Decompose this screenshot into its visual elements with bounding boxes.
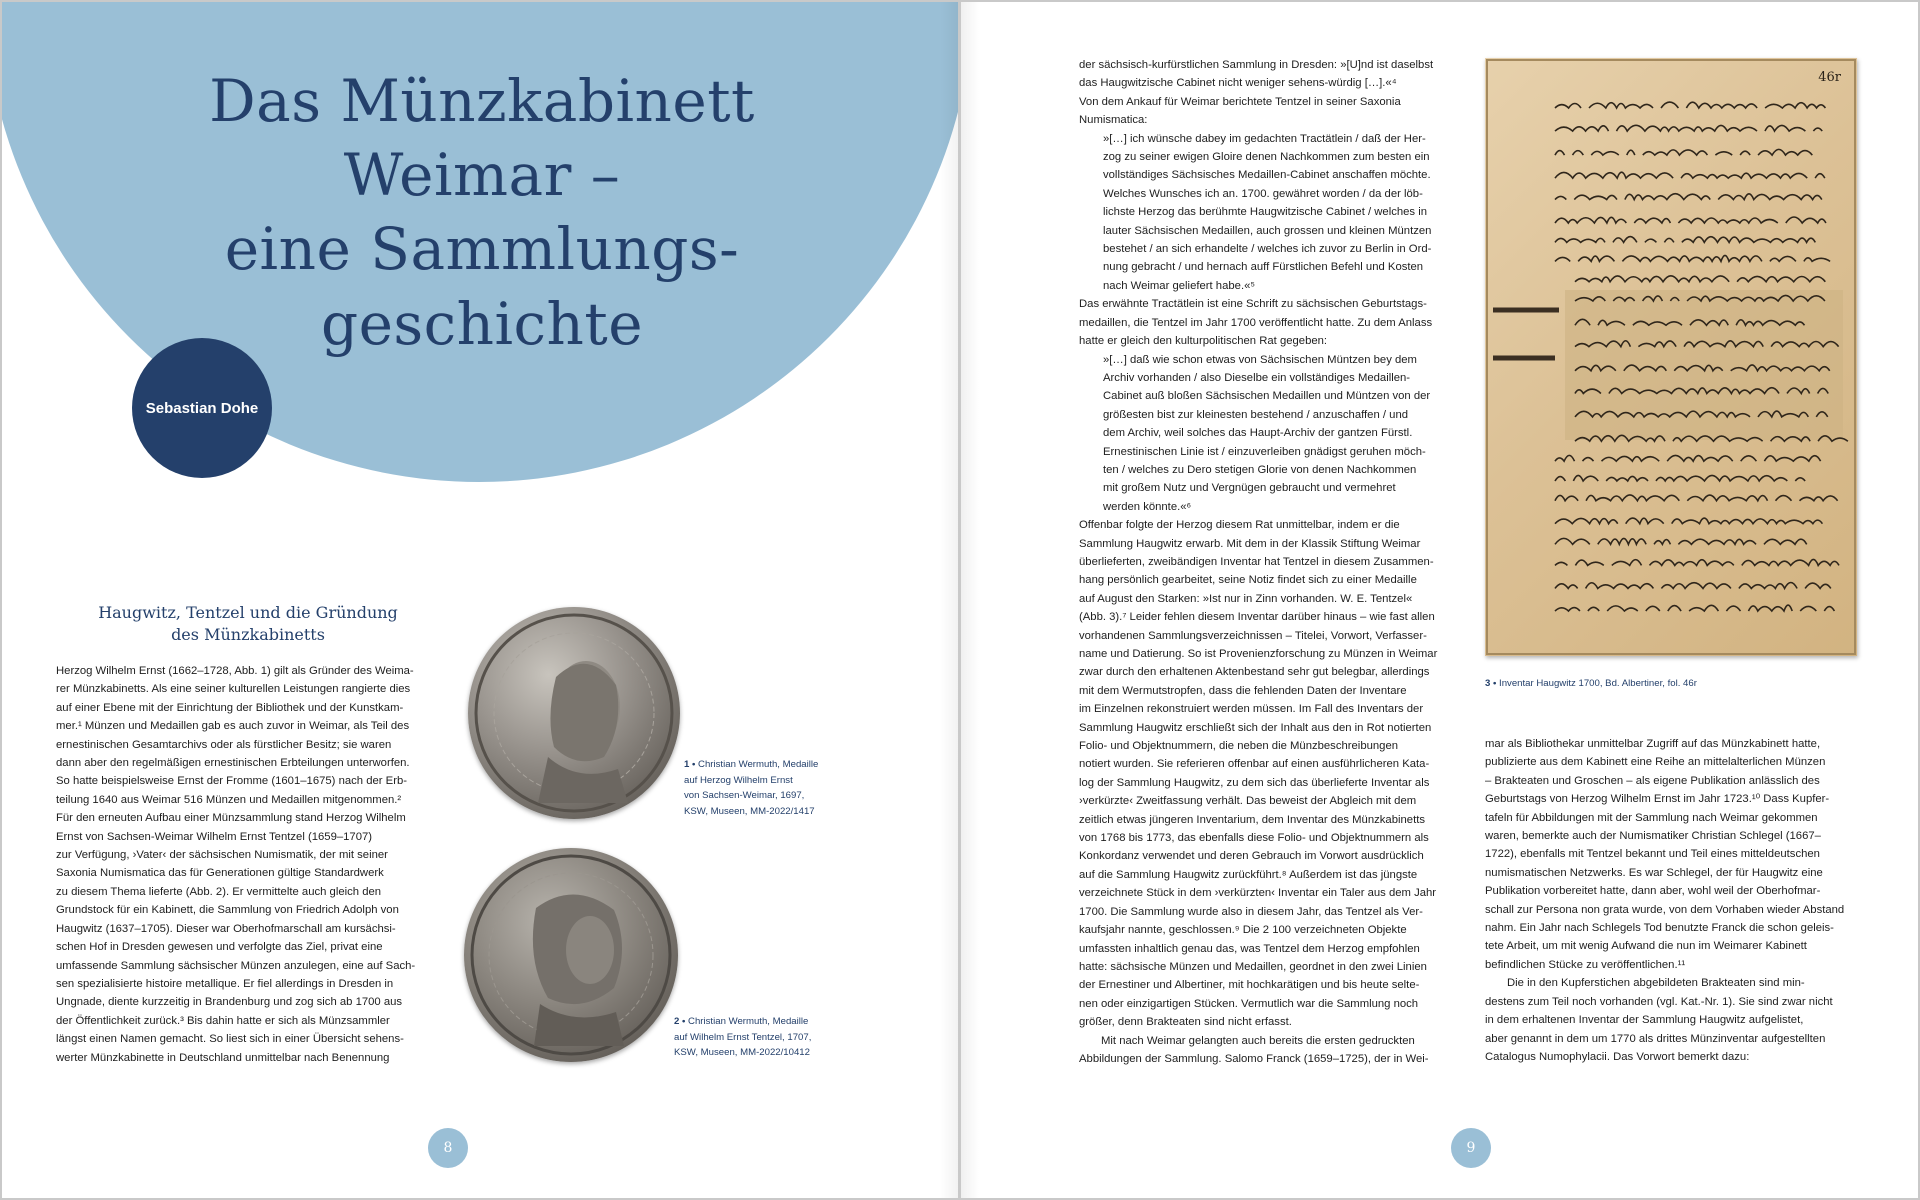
caption-number: 3 • — [1485, 678, 1497, 689]
text-line: das Haugwitzische Cabinet nicht weniger sehens-würdig […].«⁴ — [1079, 77, 1397, 90]
text-line: medaillen, die Tentzel im Jahr 1700 veröffentlicht hatte. Zu dem Anlass — [1079, 316, 1433, 329]
text-line: Numismatica: — [1079, 114, 1148, 127]
text-line: lauter Sächsischen Medaillen, auch grossen und kleinen Müntzen — [1103, 224, 1432, 237]
handwriting-stroke — [1555, 255, 1838, 261]
text-line: Ungnade, diente kurzzeitig in Brandenburg und zog sich ab 1700 aus — [56, 996, 403, 1009]
text-line: auf August den Starken: »Ist nur in Zinn vorhanden. W. E. Tentzel« — [1079, 592, 1413, 605]
text-line: log der Sammlung Haugwitz, zu dem sich das überlieferte Inventar als — [1079, 776, 1430, 789]
text-line: nen oder einzigartigen Stücken. Vermutlich war die Sammlung noch — [1079, 997, 1419, 1010]
caption-number: 1 • — [684, 759, 696, 770]
handwriting-stroke — [1555, 495, 1838, 501]
text-line: Grundstock für ein Kabinett, die Sammlung von Friedrich Adolph von — [56, 904, 399, 917]
section-heading-line: Haugwitz, Tentzel und die Gründung — [98, 603, 398, 622]
chapter-title — [132, 64, 832, 361]
text-line: Welches Wunsches ich an. 1700. gewähret worden / da der löb- — [1103, 187, 1423, 200]
text-line: lichste Herzog das berühmte Haugwitzische Cabinet / welches in — [1103, 206, 1428, 219]
caption-figure-2: 2 • Christian Wermuth, Medaille auf Wilhelm Ernst Tentzel, 1707, KSW, Museen, MM-2022/10412 — [674, 1016, 812, 1058]
text-line: auf die Sammlung Haugwitz zurückführt.⁸ Außerdem ist das jüngste — [1079, 868, 1418, 881]
text-line: größer, denn Brakteaten sind nicht erfasst. — [1079, 1016, 1292, 1029]
right-column-2-text — [1485, 735, 1875, 1066]
text-line: schen Hof in Dresden gewesen und verfolgte das Ziel, privat eine — [56, 941, 383, 954]
author-name: Sebastian Dohe — [145, 399, 259, 417]
handwriting-stroke — [1555, 605, 1842, 611]
text-line: zur Verfügung, ›Vater‹ der sächsischen Numismatik, der mit seiner — [56, 849, 388, 862]
text-line: Saxonia Numismatica das für Generationen gültige Standardwerk — [56, 867, 384, 880]
text-line: nach Weimar geliefert habe.«⁵ — [1103, 279, 1256, 292]
text-line: der Öffentlichkeit zurück.³ Bis dahin hatte er sich als Münzsammler — [56, 1014, 390, 1027]
text-line: dem Archiv, weil solches das Haupt-Archiv der gantzen Fürstl. — [1103, 427, 1413, 440]
text-line: vorhandenen Sammlungsverzeichnissen – Titelei, Vorwort, Verfasser- — [1079, 629, 1427, 642]
section-heading-line: des Münzkabinetts — [171, 625, 325, 644]
handwriting-stroke — [1555, 582, 1831, 588]
text-line: längst einen Namen gemacht. So liest sich in einer Übersicht sehens- — [56, 1033, 404, 1046]
text-line: zeitlich etwas jüngeren Inventarium, dem Inventar des Münzkabinetts — [1079, 813, 1425, 826]
text-line: waren, bemerkte auch der Numismatiker Christian Schlegel (1667– — [1485, 830, 1821, 843]
text-line: (Abb. 3).⁷ Leider fehlen diesem Inventar darüber hinaus – wie fast allen — [1079, 611, 1435, 624]
manuscript-folio-number: 46r — [1818, 70, 1841, 85]
text-line: vollständiges Sächsisches Medaillen-Cabinet anschaffen möchte. — [1103, 169, 1431, 182]
text-line: verzeichnete Stück in dem ›verkürzten‹ Inventar ein Taler aus dem Jahr — [1079, 887, 1437, 900]
text-line: numismatischen Netzwerks. Es war Schlegel, der für Haugwitz eine — [1485, 866, 1823, 879]
handwriting-stroke — [1555, 518, 1822, 524]
text-line: name und Datierung. So ist Provenienzforschung zu Münzen in Weimar — [1079, 648, 1438, 660]
text-line: hatte: sächsische Münzen und Medaillen, geordnet in den zwei Linien — [1079, 960, 1427, 973]
caption-figure-1: 1 • Christian Wermuth, Medaille auf Herzog Wilhelm Ernst von Sachsen-Weimar, 1697, KSW, Museen, MM-2022/1417 — [684, 759, 819, 817]
title-line: Das Münzkabinett — [209, 67, 755, 135]
text-line: nahm. Ein Jahr nach Schlegels Tod benutzte Franck die schon geleis- — [1485, 922, 1834, 935]
title-line: Weimar – — [343, 141, 621, 210]
handwriting-stroke — [1555, 475, 1805, 481]
text-line: Sammlung Haugwitz erwarb. Mit dem in der Klassik Stiftung Weimar — [1079, 537, 1421, 550]
text-line: von 1768 bis 1773, das ebenfalls diese Folio- und Objektnummern als — [1079, 832, 1429, 845]
text-line: Für den erneuten Aufbau einer Münzsammlung stand Herzog Wilhelm — [56, 812, 406, 825]
handwriting-stroke — [1555, 559, 1847, 565]
text-line: in dem erhaltenen Inventar der Sammlung Haugwitz aufgelistet, — [1485, 1014, 1804, 1027]
manuscript-image-inventar-haugwitz — [1485, 58, 1857, 656]
coin-image-tentzel — [464, 848, 678, 1062]
handwriting-stroke — [1555, 149, 1812, 155]
text-line: mit dem Wermutstropfen, dass die fehlenden Daten der Inventare — [1079, 684, 1407, 697]
text-line: schall zur Persona non grata wurde, von dem Vorhaben wieder Abstand — [1485, 903, 1845, 916]
caption-number: 2 • — [674, 1016, 686, 1027]
text-line: Publikation vorbereitet hatte, dann aber, wohl weil der Oberhofmar- — [1485, 885, 1821, 898]
text-line: »[…] ich wünsche dabey im gedachten Tractätlein / daß der Her- — [1103, 132, 1426, 145]
text-line: Cabinet auß bloßen Sächsischen Medaillen und Müntzen von der — [1103, 390, 1431, 403]
text-line: »[…] daß wie schon etwas von Sächsischen Müntzen bey dem — [1103, 353, 1417, 366]
text-line: tafeln für Abbildungen mit der Sammlung nach Weimar gekommen — [1485, 811, 1818, 824]
text-line: werden könnte.«⁶ — [1103, 500, 1192, 513]
text-line: Offenbar folgte der Herzog diesem Rat unmittelbar, indem er die — [1079, 519, 1400, 532]
caption-figure-3: 3 • Inventar Haugwitz 1700, Bd. Albertiner, fol. 46r — [1485, 678, 1697, 689]
author-badge — [132, 338, 272, 478]
handwriting-stroke — [1555, 194, 1822, 200]
text-line: Von dem Ankauf für Weimar berichtete Tentzel in seiner Saxonia — [1079, 95, 1401, 108]
text-line: – Brakteaten und Groschen – als eigene Publikation anlässlich des — [1485, 774, 1820, 787]
text-line: der sächsisch-kurfürstlichen Sammlung in Dresden: »[U]nd ist daselbst — [1079, 59, 1434, 71]
text-line: Konkordanz verwendet und deren Gebrauch im Vorwort ausdrücklich — [1079, 850, 1424, 863]
text-line: aber genannt in dem um 1770 als drittes Münzinventar aufgestellten — [1485, 1032, 1826, 1045]
handwriting-stroke — [1555, 125, 1822, 131]
handwriting-stroke — [1555, 538, 1807, 544]
handwriting-stroke — [1555, 102, 1825, 108]
left-page — [2, 2, 958, 1198]
text-line: kaufsjahr nannte, geschlossen.⁹ Die 2 100 verzeichneten Objekte — [1079, 924, 1407, 937]
gutter-shadow — [961, 2, 979, 1198]
handwriting-stroke — [1555, 455, 1821, 461]
text-line: Geburtstags von Herzog Wilhelm Ernst im Jahr 1723.¹⁰ Dass Kupfer- — [1485, 793, 1830, 806]
text-line: überlieferten, zweibändigen Inventar hat Tentzel in diesem Zusammen- — [1079, 555, 1434, 568]
text-line: Ernst von Sachsen-Weimar Wilhelm Ernst Tentzel (1659–1707) — [56, 830, 373, 843]
text-line: Herzog Wilhelm Ernst (1662–1728, Abb. 1) gilt als Gründer des Weima- — [56, 665, 414, 677]
text-line: zwar durch den erhaltenen Aktenbestand sehr gut belegbar, allerdings — [1079, 666, 1430, 679]
text-line: bestehet / an sich erhandelte / welches ich zuvor zu Berlin in Ord- — [1103, 243, 1432, 256]
text-line: Ernestinischen Linie ist / einzuverleiben gnädigst geruhen möch- — [1103, 445, 1426, 458]
gutter-shadow — [940, 2, 958, 1198]
text-line: auf einer Ebene mit der Einrichtung der Bibliothek und der Kunstkam- — [56, 701, 404, 714]
text-line: dann aber den regelmäßigen ernestinischen Erbteilungen unterworfen. — [56, 757, 410, 770]
text-line: Haugwitz (1637–1705). Dieser war Oberhofmarschall am kursächsi- — [56, 922, 396, 935]
coin-image-wilhelm-ernst — [468, 607, 680, 819]
text-line: Mit nach Weimar gelangten auch bereits die ersten gedruckten — [1101, 1034, 1415, 1047]
text-line: nung gebracht / und hernach auff Fürstlichen Befehl und Kosten — [1103, 261, 1424, 274]
text-line: 1722), ebenfalls mit Tentzel bekannt und Teil eines mitteldeutschen — [1485, 848, 1820, 861]
text-line: befindlichen Stücke zu veröffentlichen.¹¹ — [1485, 958, 1686, 971]
title-line: eine Sammlungs- — [224, 215, 740, 284]
text-line: Sammlung Haugwitz erschließt sich der Inhalt aus den in Rot notierten — [1079, 721, 1432, 734]
text-line: Abbildungen der Sammlung. Salomo Franck (1659–1725), der in Wei- — [1079, 1052, 1429, 1065]
page-number-left: 8 — [428, 1128, 468, 1168]
text-line: tete Arbeit, um mit wenig Aufwand die nun im Weimarer Kabinett — [1485, 940, 1807, 953]
text-line: Die in den Kupferstichen abgebildeten Brakteaten sind min- — [1507, 977, 1805, 990]
text-line: Das erwähnte Tractätlein ist eine Schrift zu sächsischen Geburtstags- — [1079, 298, 1427, 311]
text-line: hang persönlich gearbeitet, seine Notiz findet sich zu einer Medaille — [1079, 574, 1417, 587]
text-line: umfassten inhaltlich genau das, was Tentzel dem Herzog empfohlen — [1079, 942, 1420, 955]
text-line: ›verkürzte‹ Zweitfassung verhält. Das beweist der Abgleich mit dem — [1079, 795, 1417, 808]
text-line: ten / welches zu Dero stetigen Glorie von denen Nachkommen — [1103, 463, 1417, 476]
handwriting-stroke — [1555, 217, 1826, 223]
text-line: sen spezialisierte histoire metallique. Er fiel allerdings in Dresden in — [56, 977, 394, 990]
handwriting-stroke — [1555, 237, 1815, 243]
text-line: werter Münzkabinette in Deutschland unmittelbar nach Benennung — [56, 1051, 390, 1064]
text-line: ernestinischen Gesamtarchivs oder als fürstlicher Besitz; sie waren — [56, 738, 392, 751]
handwriting-stroke — [1575, 276, 1825, 282]
text-line: Catalogus Numophylacii. Das Vorwort bemerkt dazu: — [1485, 1050, 1750, 1063]
section-heading — [58, 602, 438, 646]
right-column-1-text — [1079, 56, 1459, 1068]
text-line: mit großem Nutz und Vergnügen gebraucht und vermehret — [1103, 482, 1396, 495]
right-page — [961, 2, 1918, 1198]
text-line: mar als Bibliothekar unmittelbar Zugriff auf das Münzkabinett hatte, — [1485, 738, 1821, 750]
text-line: 1700. Die Sammlung wurde also in diesem Jahr, das Tentzel als Ver- — [1079, 905, 1423, 918]
text-line: rer Münzkabinetts. Als eine seiner kulturellen Leistungen rangierte dies — [56, 683, 411, 696]
text-line: zu diesem Thema lieferte (Abb. 2). Er vermittelte auch gleich den — [56, 885, 382, 898]
text-line: teilung 1640 aus Weimar 516 Münzen und Medaillen mitgenommen.² — [56, 793, 402, 806]
text-line: Archiv vorhanden / also Dieselbe ein vollständiges Medaillen- — [1103, 371, 1411, 384]
text-line: umfassende Sammlung sächsischer Münzen anzulegen, eine auf Sach- — [56, 959, 416, 972]
left-body-text — [56, 662, 446, 1067]
title-line: geschichte — [320, 289, 644, 358]
text-line: So hatte beispielsweise Ernst der Fromme (1601–1675) nach der Erb- — [56, 775, 408, 788]
text-line: mer.¹ Münzen und Medaillen gab es auch zuvor in Weimar, als Teil des — [56, 720, 410, 733]
text-line: größesten bist zur kleinesten bestehend / anzuschaffen / und — [1103, 408, 1409, 421]
text-line: Folio- und Objektnummern, die neben die Münzbeschreibungen — [1079, 740, 1399, 753]
text-line: publizierte aus dem Kabinett eine Reihe an mittelalterlichen Münzen — [1485, 756, 1826, 769]
text-line: im Einzelnen rekonstruiert werden müssen. Im Fall des Inventars der — [1079, 703, 1424, 716]
text-line: notiert wurden. Sie referieren offenbar auf einen ausführlicheren Kata- — [1079, 758, 1430, 771]
text-line: destens zum Teil noch vorhanden (vgl. Kat.-Nr. 1). Sie sind zwar nicht — [1485, 995, 1833, 1008]
text-line: hatte er gleich den kulturpolitischen Rat gegeben: — [1079, 335, 1328, 348]
handwriting-stroke — [1555, 172, 1825, 178]
text-line: der Ernestiner und Albertiner, mit hochkarätigen und bis heute selte- — [1079, 979, 1420, 992]
page-number-right: 9 — [1451, 1128, 1491, 1168]
text-line: zog zu seiner ewigen Gloire denen Nachkommen zum besten ein — [1103, 151, 1430, 164]
